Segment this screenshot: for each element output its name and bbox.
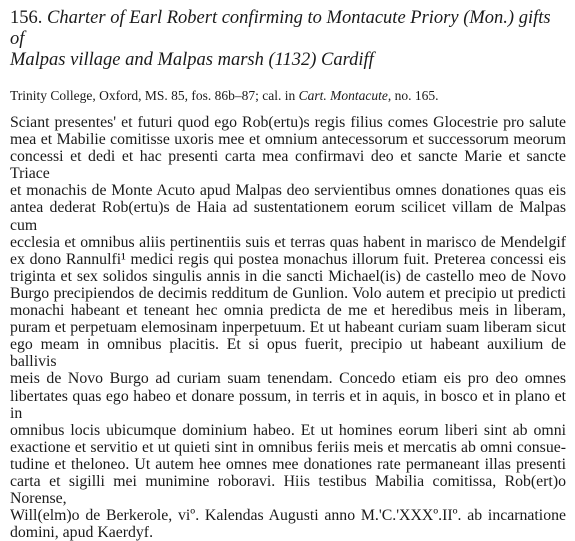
charter-title-line-2: Malpas village and Malpas marsh (1132) Cardiff [10,50,374,70]
document-page [10,8,566,541]
text-line: exactione et servitio et ut quieti sint in omnibus feriis meis et mercatis ab omni consue- [10,438,566,456]
charter-heading [10,8,566,71]
source-italic: Cart. Montacute [298,88,388,103]
text-line: Will(elm)o de Berkerole, viº. Kalendas Augusti anno M.'C.'XXXº.IIº. ab incarnatione [10,507,566,525]
charter-title-line-1: Charter of Earl Robert confirming to Montacute Priory (Mon.) gifts of [10,8,551,49]
text-line: tudine et theloneo. Ut autem hee omnes mee donationes rate permaneant illas presenti [10,455,566,473]
text-line: mea et Mabilie comitisse uxoris mee et omnium antecessorum et successorum meorum [10,131,566,149]
text-line: Burgo precipiendos de decimis redditum de Gunlion. Volo autem et precipio ut predicti [10,284,566,302]
text-line: omnibus locis ubicumque dominium habeo. Et ut homines eorum liberi sint ab omni [10,421,566,439]
text-line: et monachis de Monte Acuto apud Malpas deo servientibus omnes donationes quas eis [10,182,566,200]
text-line: ex dono Rannulfi¹ medici regis qui postea monachus illorum fuit. Preterea concessi eis [10,250,566,268]
text-line: domini, apud Kaerdyf. [10,524,154,541]
text-line: puram et perpetuam elemosinam inperpetuum. Et ut habeant curiam suam liberam sicut [10,319,566,337]
text-line: ecclesia et omnibus aliis pertinentiis suis et terras quas habent in marisco de Mendelgif [10,233,566,251]
text-line: meis de Novo Burgo ad curiam suam tenendam. Concedo etiam eis pro deo omnes [10,370,566,388]
source-suffix: , no. 165. [387,88,439,103]
source-prefix: Trinity College, Oxford, MS. 85, fos. 86b–87; cal. in [10,88,299,103]
text-line: Sciant presentes' et futuri quod ego Rob(ertu)s regis filius comes Glocestrie pro salute [10,114,566,131]
text-line: monachi habeant et teneant hec omnia predicta de me et heredibus meis in liberam, [10,302,566,320]
text-line: carta et sigilli mei munimine roboravi. Hiis testibus Mabilia comitissa, Rob(ert)o Norense, [10,472,566,508]
text-line: libertates quas ego habeo et donare possum, in terris et in aquis, in bosco et in plano et in [10,387,566,422]
manuscript-source [10,88,566,104]
text-line: triginta et sex solidos singulis annis in die sancti Michael(is) de castello meo de Novo [10,267,566,285]
charter-number: 156. [10,8,43,28]
text-line: ego meam in omnibus placitis. Et si opus fuerit, precipio ut habeant auxilium de ballivis [10,336,566,371]
charter-text [10,114,566,541]
text-line: concessi et dedi et hac presenti carta mea confirmavi deo et sancte Marie et sancte Triace [10,148,566,183]
text-line: antea dederat Rob(ertu)s de Haia ad sustentationem eorum scilicet villam de Malpas cum [10,199,566,234]
